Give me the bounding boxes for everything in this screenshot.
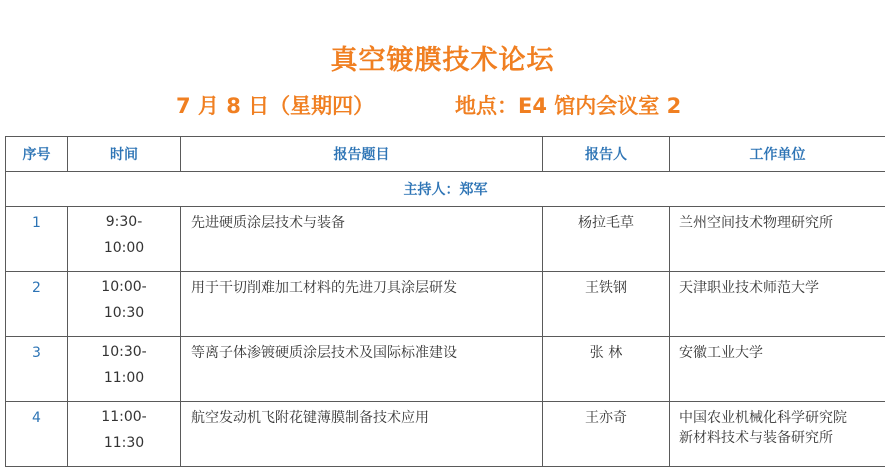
table-row bbox=[6, 272, 885, 337]
org-line: 天津职业技术师范大学 bbox=[679, 280, 819, 296]
time-start: 10:30- bbox=[101, 344, 147, 360]
time-start: 10:00- bbox=[101, 279, 147, 295]
table-row bbox=[6, 402, 885, 467]
host-row bbox=[6, 172, 885, 207]
row-speaker: 王亦奇 bbox=[543, 402, 670, 467]
row-topic: 用于干切削难加工材料的先进刀具涂层研发 bbox=[181, 272, 543, 337]
org-line: 安徽工业大学 bbox=[679, 345, 763, 361]
location-line: 地点：E4 馆内会议室 2 bbox=[455, 94, 682, 118]
row-time bbox=[68, 272, 181, 337]
row-number: 1 bbox=[6, 207, 68, 272]
header-no: 序号 bbox=[6, 137, 68, 172]
table-row bbox=[6, 207, 885, 272]
header-topic: 报告题目 bbox=[181, 137, 543, 172]
time-end: 11:30 bbox=[103, 435, 145, 451]
row-number: 3 bbox=[6, 337, 68, 402]
time-start: 9:30- bbox=[105, 214, 143, 230]
row-org bbox=[670, 402, 885, 467]
header-time: 时间 bbox=[68, 137, 181, 172]
header-speaker: 报告人 bbox=[543, 137, 670, 172]
date-line: 7 月 8 日（星期四） bbox=[176, 94, 375, 118]
header-org: 工作单位 bbox=[670, 137, 885, 172]
table-header-row bbox=[6, 137, 885, 172]
time-end: 11:00 bbox=[103, 370, 145, 386]
row-speaker: 王铁钢 bbox=[543, 272, 670, 337]
row-topic: 等离子体渗镀硬质涂层技术及国际标准建设 bbox=[181, 337, 543, 402]
org-line: 兰州空间技术物理研究所 bbox=[679, 215, 833, 231]
row-org bbox=[670, 337, 885, 402]
row-time bbox=[68, 402, 181, 467]
org-line: 中国农业机械化科学研究院 bbox=[679, 410, 847, 426]
row-org bbox=[670, 207, 885, 272]
row-topic: 先进硬质涂层技术与装备 bbox=[181, 207, 543, 272]
row-speaker: 杨拉毛草 bbox=[543, 207, 670, 272]
row-time bbox=[68, 337, 181, 402]
row-topic: 航空发动机飞附花键薄膜制备技术应用 bbox=[181, 402, 543, 467]
page-title: 真空镀膜技术论坛 bbox=[330, 45, 555, 76]
row-org bbox=[670, 272, 885, 337]
host-label: 主持人：郑军 bbox=[6, 172, 885, 207]
table-row bbox=[6, 337, 885, 402]
time-end: 10:30 bbox=[103, 305, 145, 321]
row-number: 2 bbox=[6, 272, 68, 337]
time-start: 11:00- bbox=[101, 409, 147, 425]
org-line: 新材料技术与装备研究所 bbox=[679, 430, 833, 446]
row-number: 4 bbox=[6, 402, 68, 467]
row-speaker: 张 林 bbox=[543, 337, 670, 402]
time-end: 10:00 bbox=[103, 240, 145, 256]
row-time bbox=[68, 207, 181, 272]
agenda-table bbox=[5, 136, 885, 467]
